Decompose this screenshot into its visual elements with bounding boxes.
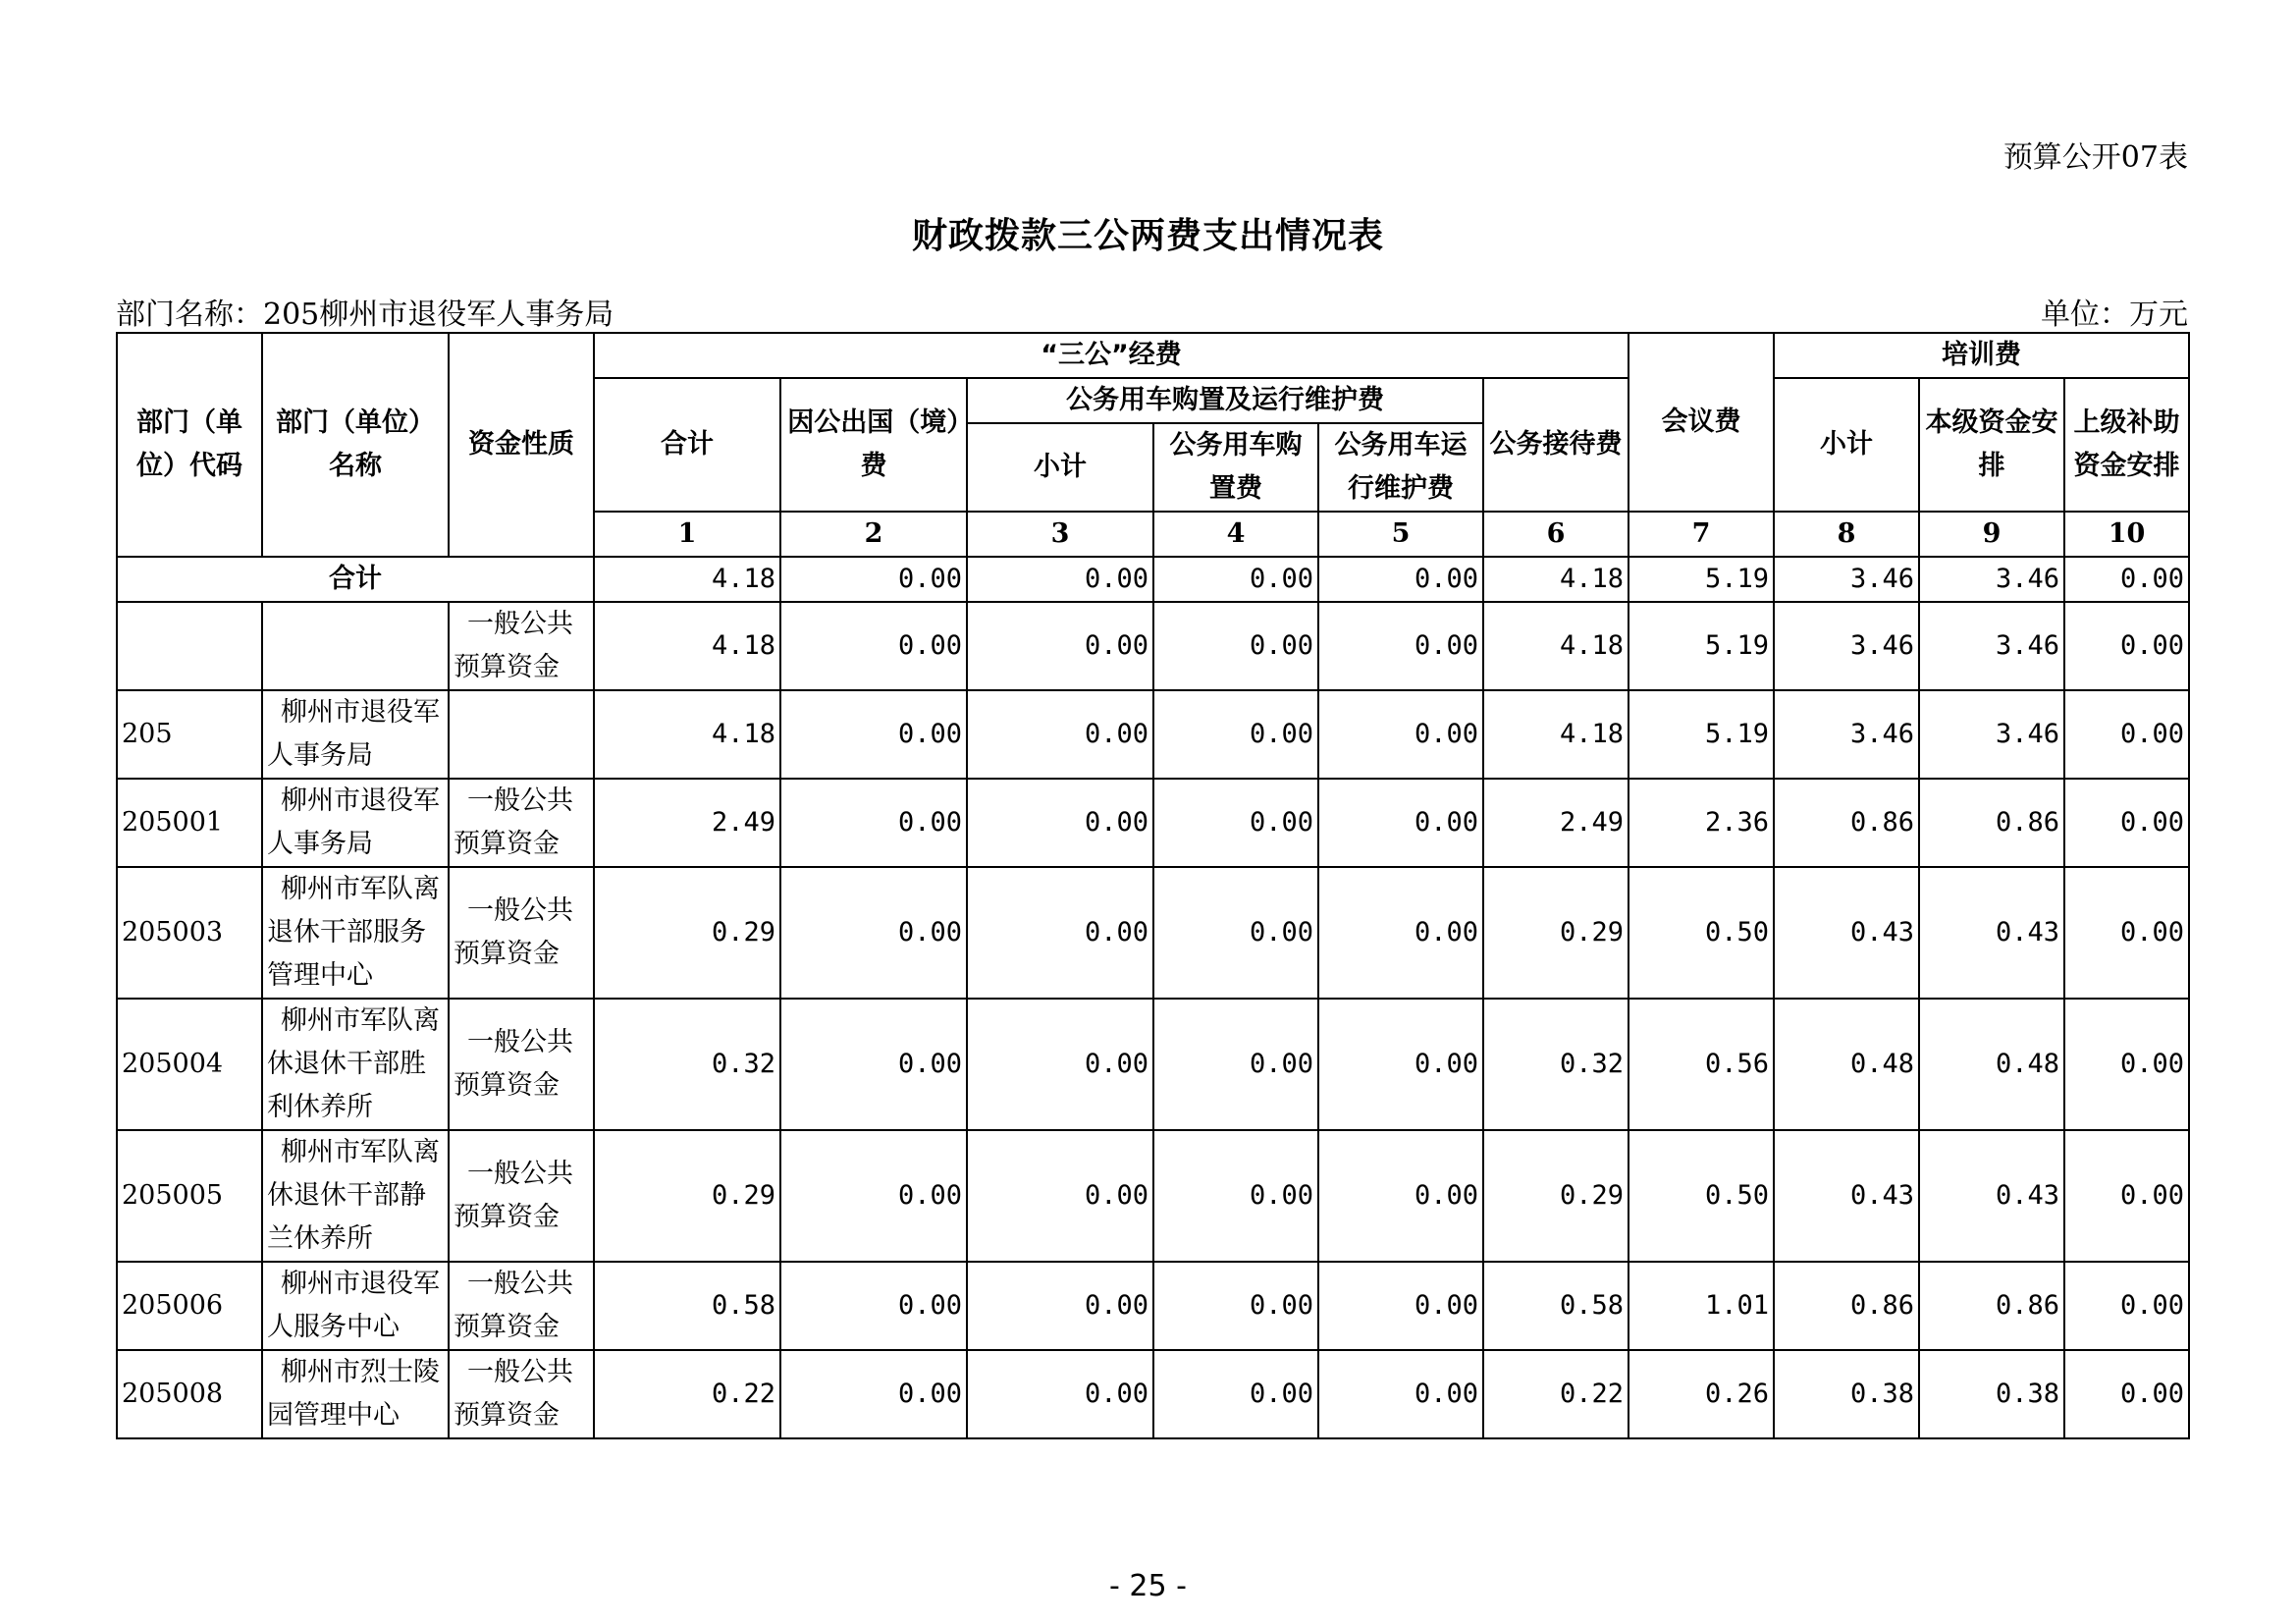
total-value-cell: 4.18: [1483, 557, 1629, 602]
unit-name-cell: 柳州市烈士陵园管理中心: [262, 1350, 449, 1438]
value-cell: 0.00: [967, 1350, 1153, 1438]
unit-code-cell: 205006: [117, 1262, 262, 1350]
fund-nature-cell: 一般公共预算资金: [449, 779, 594, 867]
unit-code-cell: 205008: [117, 1350, 262, 1438]
value-cell: 0.00: [2064, 1130, 2189, 1262]
value-cell: 0.86: [1774, 1262, 1919, 1350]
column-number: 1: [594, 512, 780, 557]
value-cell: 0.00: [1318, 779, 1483, 867]
value-cell: 0.00: [2064, 999, 2189, 1130]
unit-name-cell: 柳州市军队离休退休干部静兰休养所: [262, 1130, 449, 1262]
total-value-cell: 0.00: [1318, 557, 1483, 602]
header-vehicle: 公务用车购置及运行维护费: [967, 378, 1483, 423]
fund-nature-cell: 一般公共预算资金: [449, 1350, 594, 1438]
value-cell: 0.48: [1919, 999, 2064, 1130]
table-row: [117, 602, 2189, 690]
total-value-cell: 5.19: [1629, 557, 1774, 602]
unit-label: 单位：万元: [2041, 298, 2188, 332]
value-cell: 3.46: [1919, 602, 2064, 690]
column-number: 3: [967, 512, 1153, 557]
total-value-cell: 0.00: [967, 557, 1153, 602]
header-vehicle-subtotal: 小计: [967, 423, 1153, 512]
value-cell: 0.00: [780, 999, 967, 1130]
value-cell: 0.22: [594, 1350, 780, 1438]
unit-name-cell: 柳州市退役军人事务局: [262, 690, 449, 779]
fund-nature-cell: 一般公共预算资金: [449, 1130, 594, 1262]
value-cell: 1.01: [1629, 1262, 1774, 1350]
value-cell: 0.32: [1483, 999, 1629, 1130]
value-cell: 0.86: [1919, 1262, 2064, 1350]
value-cell: 0.00: [1153, 779, 1318, 867]
value-cell: 0.00: [1153, 1350, 1318, 1438]
total-value-cell: 4.18: [594, 557, 780, 602]
value-cell: 0.00: [1318, 690, 1483, 779]
unit-name-cell: 柳州市退役军人服务中心: [262, 1262, 449, 1350]
value-cell: 0.29: [594, 1130, 780, 1262]
column-number: 10: [2064, 512, 2189, 557]
total-value-cell: 0.00: [780, 557, 967, 602]
fund-nature-cell: 一般公共预算资金: [449, 999, 594, 1130]
value-cell: 0.00: [967, 999, 1153, 1130]
table-row: [117, 690, 2189, 779]
unit-name-cell: 柳州市军队离退休干部服务管理中心: [262, 867, 449, 999]
header-training-upper: 上级补助资金安排: [2064, 378, 2189, 512]
value-cell: 0.00: [967, 1130, 1153, 1262]
value-cell: 0.43: [1774, 867, 1919, 999]
value-cell: 0.86: [1919, 779, 2064, 867]
header-vehicle-maint: 公务用车运行维护费: [1318, 423, 1483, 512]
value-cell: 0.00: [780, 690, 967, 779]
value-cell: 0.00: [2064, 602, 2189, 690]
value-cell: 0.00: [967, 867, 1153, 999]
value-cell: 0.00: [2064, 779, 2189, 867]
value-cell: 0.32: [594, 999, 780, 1130]
unit-name-cell: 柳州市军队离休退休干部胜利休养所: [262, 999, 449, 1130]
unit-code-cell: 205001: [117, 779, 262, 867]
value-cell: 0.00: [2064, 1262, 2189, 1350]
unit-name-cell: [262, 602, 449, 690]
unit-code-cell: [117, 602, 262, 690]
table-row: [117, 1350, 2189, 1438]
table-row: [117, 999, 2189, 1130]
header-vehicle-purchase: 公务用车购置费: [1153, 423, 1318, 512]
value-cell: 0.00: [1318, 1262, 1483, 1350]
header-dept-code: 部门（单位）代码: [117, 333, 262, 557]
table-row: [117, 1130, 2189, 1262]
value-cell: 0.00: [2064, 690, 2189, 779]
value-cell: 0.00: [1153, 690, 1318, 779]
value-cell: 0.43: [1919, 1130, 2064, 1262]
value-cell: 0.00: [1153, 1262, 1318, 1350]
value-cell: 0.00: [1153, 1130, 1318, 1262]
value-cell: 0.48: [1774, 999, 1919, 1130]
unit-code-cell: 205: [117, 690, 262, 779]
header-training: 培训费: [1774, 333, 2189, 378]
value-cell: 2.49: [1483, 779, 1629, 867]
header-total: 合计: [594, 378, 780, 512]
fund-nature-cell: 一般公共预算资金: [449, 867, 594, 999]
value-cell: 0.26: [1629, 1350, 1774, 1438]
value-cell: 0.00: [967, 779, 1153, 867]
value-cell: 0.00: [1153, 999, 1318, 1130]
total-label: 合计: [117, 557, 594, 602]
fund-nature-cell: 一般公共预算资金: [449, 1262, 594, 1350]
value-cell: 4.18: [594, 690, 780, 779]
total-value-cell: 3.46: [1774, 557, 1919, 602]
value-cell: 0.29: [594, 867, 780, 999]
value-cell: 2.36: [1629, 779, 1774, 867]
value-cell: 0.00: [780, 602, 967, 690]
header-meeting: 会议费: [1629, 333, 1774, 512]
value-cell: 0.50: [1629, 867, 1774, 999]
value-cell: 0.00: [1153, 867, 1318, 999]
table-row: [117, 1262, 2189, 1350]
value-cell: 0.00: [1318, 1350, 1483, 1438]
value-cell: 0.86: [1774, 779, 1919, 867]
fund-nature-cell: [449, 690, 594, 779]
fund-nature-cell: 一般公共预算资金: [449, 602, 594, 690]
value-cell: 0.00: [780, 779, 967, 867]
value-cell: 5.19: [1629, 602, 1774, 690]
value-cell: 3.46: [1774, 602, 1919, 690]
value-cell: 0.00: [1153, 602, 1318, 690]
header-abroad: 因公出国（境）费: [780, 378, 967, 512]
table-row: [117, 779, 2189, 867]
department-label: 部门名称：205柳州市退役军人事务局: [116, 298, 614, 332]
column-number: 5: [1318, 512, 1483, 557]
total-value-cell: 0.00: [2064, 557, 2189, 602]
unit-code-cell: 205003: [117, 867, 262, 999]
value-cell: 0.00: [780, 1350, 967, 1438]
value-cell: 0.00: [967, 602, 1153, 690]
value-cell: 3.46: [1774, 690, 1919, 779]
value-cell: 0.00: [1318, 867, 1483, 999]
value-cell: 3.46: [1919, 690, 2064, 779]
unit-name-cell: 柳州市退役军人事务局: [262, 779, 449, 867]
page-number: - 25 -: [1109, 1569, 1187, 1603]
header-sangong: “三公”经费: [594, 333, 1629, 378]
value-cell: 2.49: [594, 779, 780, 867]
header-training-local: 本级资金安排: [1919, 378, 2064, 512]
value-cell: 0.00: [1318, 602, 1483, 690]
unit-code-cell: 205004: [117, 999, 262, 1130]
value-cell: 0.56: [1629, 999, 1774, 1130]
header-reception: 公务接待费: [1483, 378, 1629, 512]
expenditure-table: [116, 332, 2190, 1439]
value-cell: 0.58: [1483, 1262, 1629, 1350]
column-number: 9: [1919, 512, 2064, 557]
value-cell: 0.43: [1919, 867, 2064, 999]
value-cell: 0.00: [1318, 999, 1483, 1130]
total-row: [117, 557, 2189, 602]
value-cell: 5.19: [1629, 690, 1774, 779]
value-cell: 0.00: [780, 1130, 967, 1262]
total-value-cell: 0.00: [1153, 557, 1318, 602]
column-number: 4: [1153, 512, 1318, 557]
value-cell: 0.00: [780, 1262, 967, 1350]
page-title: 财政拨款三公两费支出情况表: [911, 215, 1384, 256]
value-cell: 0.00: [2064, 1350, 2189, 1438]
value-cell: 0.38: [1774, 1350, 1919, 1438]
value-cell: 0.00: [2064, 867, 2189, 999]
value-cell: 4.18: [594, 602, 780, 690]
header-training-subtotal: 小计: [1774, 378, 1919, 512]
value-cell: 0.00: [1318, 1130, 1483, 1262]
header-fund-nature: 资金性质: [449, 333, 594, 557]
column-number: 7: [1629, 512, 1774, 557]
value-cell: 0.22: [1483, 1350, 1629, 1438]
column-number: 6: [1483, 512, 1629, 557]
value-cell: 0.29: [1483, 1130, 1629, 1262]
column-number: 8: [1774, 512, 1919, 557]
value-cell: 0.50: [1629, 1130, 1774, 1262]
value-cell: 4.18: [1483, 602, 1629, 690]
value-cell: 0.29: [1483, 867, 1629, 999]
value-cell: 0.43: [1774, 1130, 1919, 1262]
column-number: 2: [780, 512, 967, 557]
value-cell: 0.38: [1919, 1350, 2064, 1438]
unit-code-cell: 205005: [117, 1130, 262, 1262]
table-row: [117, 867, 2189, 999]
form-number: 预算公开07表: [2002, 140, 2188, 175]
value-cell: 0.58: [594, 1262, 780, 1350]
total-value-cell: 3.46: [1919, 557, 2064, 602]
value-cell: 4.18: [1483, 690, 1629, 779]
value-cell: 0.00: [967, 690, 1153, 779]
value-cell: 0.00: [967, 1262, 1153, 1350]
value-cell: 0.00: [780, 867, 967, 999]
header-dept-name: 部门（单位）名称: [262, 333, 449, 557]
